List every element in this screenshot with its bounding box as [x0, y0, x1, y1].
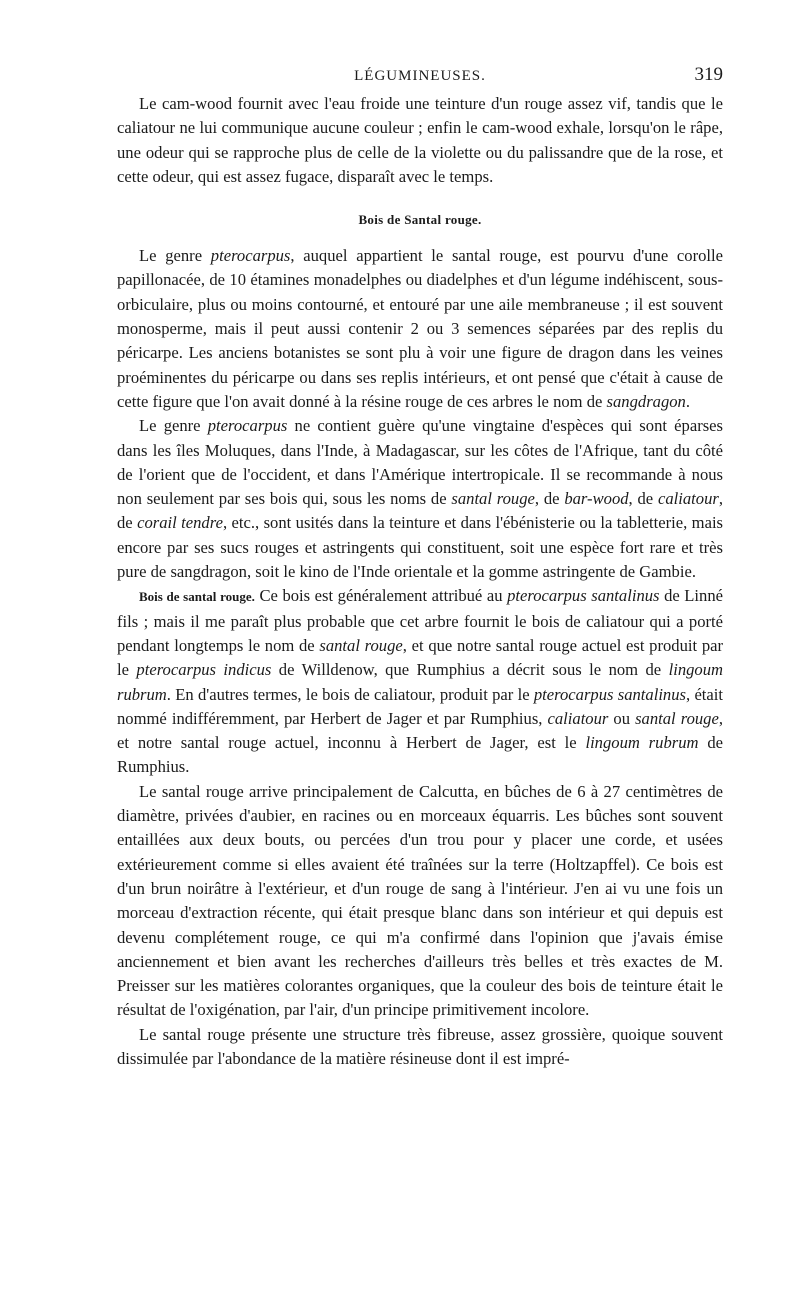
text-run: , et que notre santal rouge actuel est produit par le [117, 635, 724, 680]
trade-name: caliatour [547, 708, 609, 728]
text-run: ou [608, 708, 636, 728]
text-run: de Willdenow, que Rumphius a décrit sous le nom de [271, 660, 669, 680]
paragraph-genus-description [117, 244, 723, 414]
trade-name: santal rouge [635, 708, 719, 728]
trade-name: corail tendre [137, 513, 223, 533]
section-title: Bois de Santal rouge. [358, 212, 482, 228]
book-page [117, 62, 723, 1071]
text-run: , de [117, 489, 723, 533]
text-run: , de [628, 489, 658, 509]
text-run: Le genre [139, 416, 208, 436]
text-run: de Rumphius. [117, 733, 723, 777]
text-run: . [685, 391, 690, 411]
paragraph-santal-rouge-wood [117, 584, 723, 779]
text-run: Le genre [139, 246, 211, 266]
text-run: , de [534, 489, 565, 509]
text-run: . En d'autres termes, le bois de caliatour, produit par le [166, 684, 534, 704]
paragraph-structure: Le santal rouge présente une structure très fibreuse, assez grossière, quoique souvent dissimulée par l'abondance de la matière résineuse dont il est impré- [117, 1024, 723, 1068]
taxon-name: pterocarpus santalinus [507, 586, 660, 606]
text-run: , auquel appartient le santal rouge, est pourvu d'une corolle papillonacée, de 10 étamines monadelphes ou diadelphes et d'un légume indéhiscent, sous-orbiculaire, plus ou moins contourné, et entouré par une aile membraneuse ; il est souvent monosperme, mais il peut aussi contenir 2 ou 3 semences séparées par des replis du péricarpe. Les anciens botanistes se sont plu à voir une figure de dragon dans les veines proéminentes du péricarpe ou dans ses replis intérieurs, et ont pensé que c'était à cause de cette figure que l'on avait donné à la résine rouge de ces arbres le nom de [117, 246, 723, 411]
taxon-name: pterocarpus santalinus [533, 684, 686, 704]
run-in-heading: Bois de santal rouge. [139, 589, 255, 605]
taxon-name: lingoum rubrum [585, 733, 699, 753]
taxon-name: pterocarpus [207, 416, 288, 436]
running-title: LÉGUMINEUSES. [354, 68, 486, 84]
paragraph-intro: Le cam-wood fournit avec l'eau froide une teinture d'un rouge assez vif, tandis que le caliatour ne lui communique aucune couleur ; enfin le cam-wood exhale, lorsqu'on le râpe, une odeur qui se rapproche plus de celle de la violette ou du palissandre que de la rose, et cette odeur, qui est assez fugace, disparaît avec le temps. [117, 94, 723, 186]
term: sangdragon [606, 391, 686, 411]
taxon-name: lingoum rubrum [117, 660, 724, 704]
text-run: , etc., sont usités dans la teinture et dans l'ébénisterie ou la tabletterie, mais encore par ses sucs rouges et astringents qui constituent, soit une espèce fort rare et très pure de sangdragon, soit le kino de l'Inde orientale et la gomme astringente de Gambie. [117, 513, 724, 582]
text-run: , était nommé indifféremment, par Herbert de Jager et par Rumphius, [117, 684, 724, 728]
taxon-name: pterocarpus [210, 246, 291, 266]
text-run: de Linné fils ; mais il me paraît plus probable que cet arbre fournit le bois de caliatour qui a porté pendant longtemps le nom de [117, 586, 724, 655]
text-run: , et notre santal rouge actuel, inconnu à Herbert de Jager, est le [117, 708, 723, 753]
paragraph-species-distribution [117, 414, 723, 584]
text-run: ne contient guère qu'une vingtaine d'espèces qui sont éparses dans les îles Moluques, dans l'Inde, à Madagascar, sur les côtes de l'Afrique, tant du côté de l'orient que de l'occident, et dans l'Amérique intertropicale. Il se recommande à nous non seulement par ses bois qui, sous les noms de [117, 416, 724, 509]
trade-name: bar-wood [564, 489, 629, 509]
paragraph-commerce: Le santal rouge arrive principalement de Calcutta, en bûches de 6 à 27 centimètres de diamètre, privées d'aubier, en racines ou en morceaux équarris. Les bûches sont souvent entaillées aux deux bouts, ou percées d'un trou pour y placer une corde, et usées extérieurement comme si elles avaient été traînées sur la terre (Holtzapffel). Ce bois est d'un brun noirâtre à l'extérieur, et d'un rouge de sang à l'intérieur. J'en ai vu une fois un morceau d'extraction récente, qui était presque blanc dans son intérieur et qui depuis est devenu complétement rouge, ce qui m'a confirmé dans l'opinion que j'avais émise anciennement et bien avant les recherches d'ailleurs très belles et très exactes de M. Preisser sur les matières colorantes organiques, que la couleur des bois de teinture était le résultat de l'oxigénation, par l'air, d'un principe primitivement incolore. [117, 781, 723, 1020]
trade-name: santal rouge [451, 489, 535, 509]
trade-name: caliatour [658, 489, 719, 509]
page-number: 319 [694, 64, 723, 85]
page-header [117, 62, 723, 92]
taxon-name: pterocarpus indicus [136, 660, 272, 680]
trade-name: santal rouge [319, 635, 403, 655]
text-run: Ce bois est généralement attribué au [254, 586, 508, 606]
